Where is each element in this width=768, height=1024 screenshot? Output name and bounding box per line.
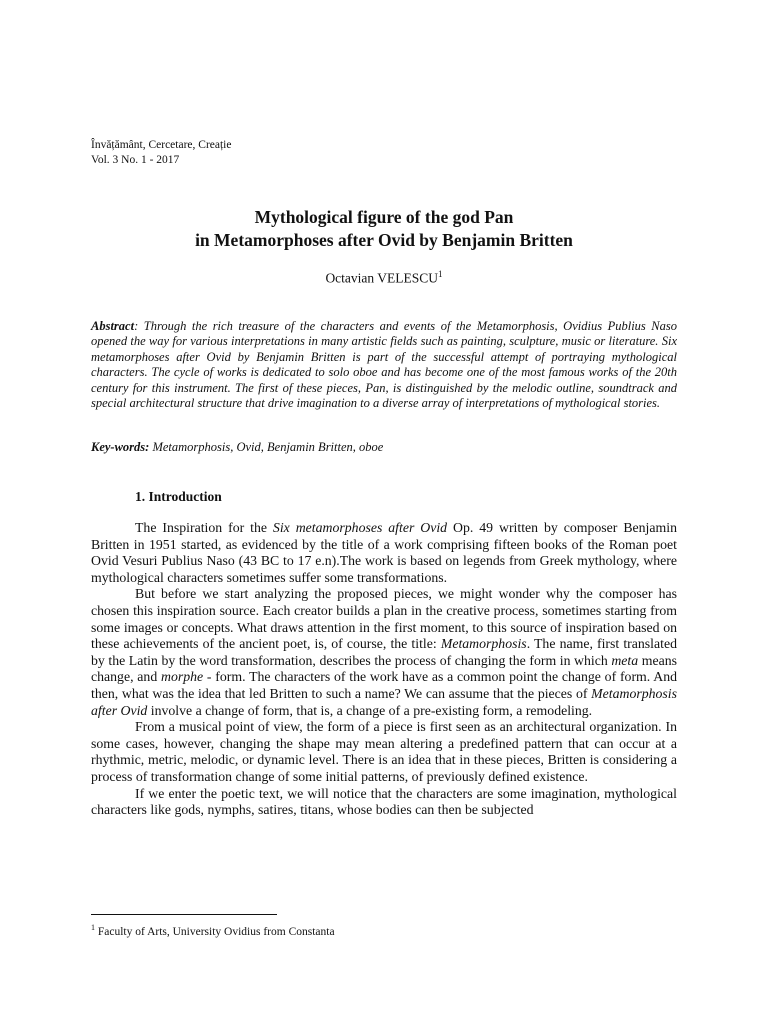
paragraph-text: means change, and: [91, 652, 677, 685]
paragraph: [91, 520, 677, 586]
paper-title: [91, 206, 677, 252]
abstract-text: Through the rich treasure of the characters and events of the Metamorphosis, Ovidius Publius Naso opened the way for various interpretations in many artistic fields such as painting, sculpture, music or literature. Six metamorphoses after Ovid by Benjamin Britten is part of the successful attempt of portraying mythological characters. The cycle of works is dedicated to solo oboe and has become one of the most famous works of the 20th century for this instrument. The first of these pieces, Pan, is distinguished by the melodic outline, soundtrack and special architectural structure that drive imagination to a diverse array of interpretations of mythological stories.: [91, 319, 678, 411]
journal-volume: Vol. 3 No. 1 - 2017: [91, 154, 180, 166]
footnote-mark: 1: [91, 923, 95, 932]
keywords-label: Key-words:: [91, 440, 150, 454]
paragraph-text: Op. 49 written by composer Benjamin Britten in 1951 started, as evidenced by the title of a work comprising fifteen books of the Roman poet Ovid Vesuri Publius Naso (43 BC to 17 e.n).The work is based on legends from Greek mythology, where mythological characters sometimes suffer some transformations.: [91, 520, 677, 585]
abstract: [91, 319, 677, 411]
paragraph: [91, 586, 677, 719]
paragraph-text: - form. The characters of the work have as a common point the change of form. And then, what was the idea that led Britten to such a name? We can assume that the pieces of: [91, 669, 677, 701]
journal-name: Învățământ, Cercetare, Creație: [91, 139, 232, 151]
author-name: Octavian VELESCU: [325, 270, 439, 286]
author-footnote-mark: 1: [438, 269, 443, 279]
author-line: [91, 265, 677, 288]
journal-header: [91, 138, 231, 168]
footnote-text: Faculty of Arts, University Ovidius from Constanta: [95, 925, 335, 938]
term-italic: Metamorphosis: [440, 636, 527, 652]
paragraph-text: But before we start analyzing the proposed pieces, we might wonder why the composer has chosen this inspiration source. Each creator builds a plan in the creative process, sometimes starting from some images or concepts. What draws attention in the first moment, to this source of inspiration based on these achievements of the ancient poet, is, of course, the title:: [91, 586, 677, 652]
paragraph-text: . The name, first translated by the Latin by the word transformation, describes the process of changing the form in which: [91, 636, 677, 668]
abstract-label: Abstract: [91, 319, 135, 333]
footnote: [91, 920, 335, 940]
term-italic: meta: [611, 652, 639, 668]
paragraph: If we enter the poetic text, we will notice that the characters are some imagination, mythological characters like gods, nymphs, satires, titans, whose bodies can then be subjected: [91, 785, 677, 818]
section-heading: 1. Introduction: [135, 489, 222, 504]
abstract-separator: :: [134, 319, 144, 333]
paragraph-text: The Inspiration for the: [135, 520, 273, 535]
title-line-2: in Metamorphoses after Ovid by Benjamin Britten: [195, 230, 573, 250]
work-title-italic: Metamorphosis after Ovid: [91, 685, 677, 718]
body-text: [91, 520, 677, 819]
paragraph: From a musical point of view, the form of a piece is first seen as an architectural organization. In some cases, however, changing the shape may mean altering a predefined pattern that can occur at a rhythmic, metric, melodic, or dynamic level. There is an idea that in these pieces, Britten is considering a process of transformation change of some initial patterns, of previously defined existence.: [91, 719, 677, 784]
title-line-1: Mythological figure of the god Pan: [254, 207, 514, 227]
term-italic: morphe: [161, 669, 204, 685]
paragraph-text: involve a change of form, that is, a change of a pre-existing form, a remodeling.: [147, 702, 593, 718]
footnote-divider: [91, 914, 277, 915]
work-title-italic: Six metamorphoses after Ovid: [272, 520, 448, 535]
keywords: [91, 439, 677, 455]
keywords-text: Metamorphosis, Ovid, Benjamin Britten, oboe: [149, 440, 384, 454]
